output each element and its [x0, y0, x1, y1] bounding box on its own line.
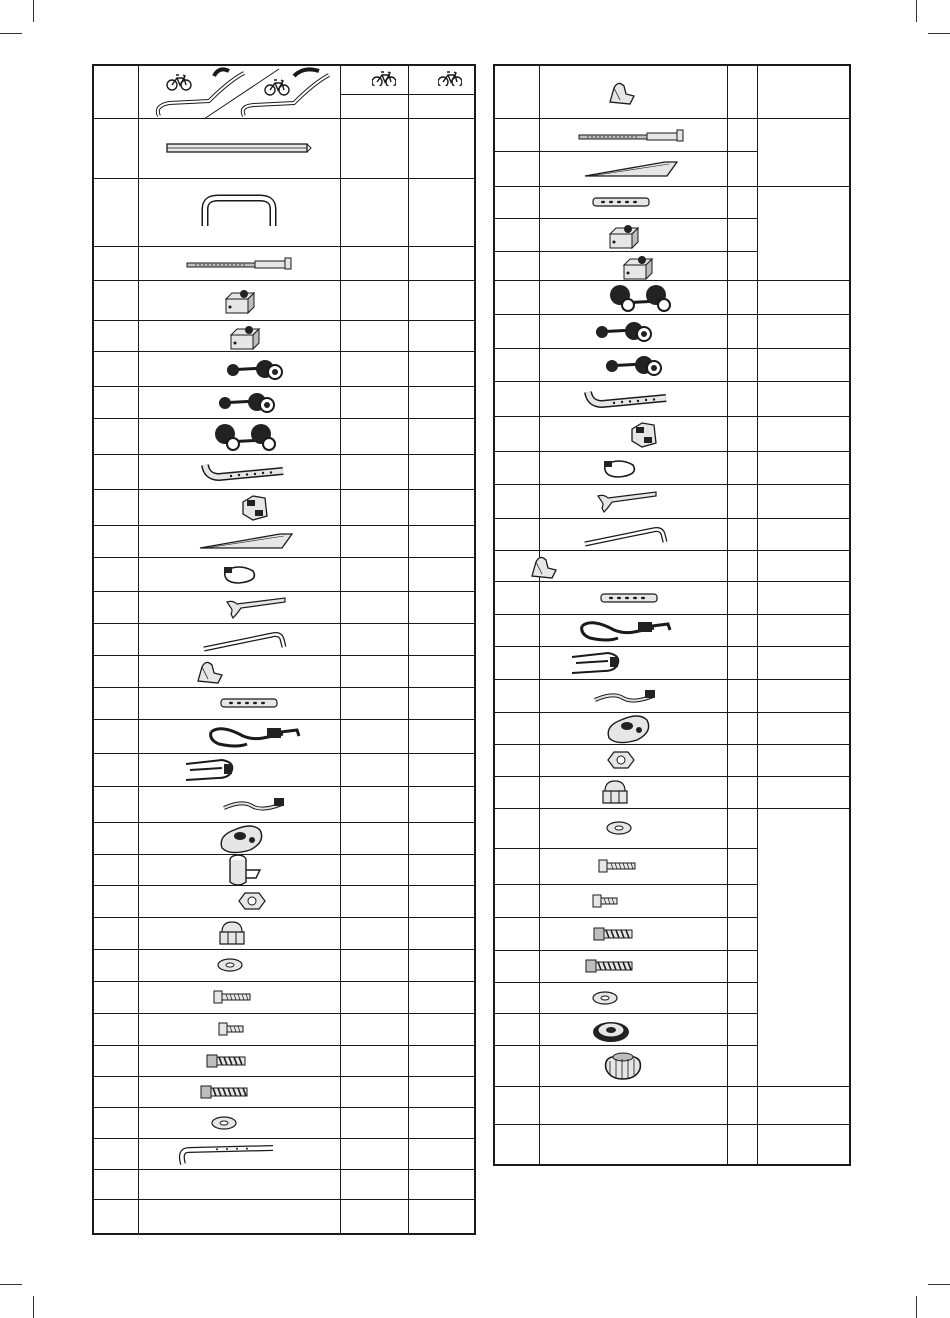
washer-icon: [591, 989, 619, 1007]
parts-table-left: [92, 64, 476, 1235]
telescopic-bar-icon: [577, 127, 685, 143]
row-divider: [495, 848, 757, 849]
clamp-block-icon: [227, 321, 261, 351]
row-divider: [94, 822, 474, 823]
row-divider: [94, 1138, 474, 1139]
washer-icon: [216, 956, 244, 974]
strap-folded-icon: [182, 758, 236, 782]
telescopic-bar-icon: [185, 255, 293, 271]
header-divider: [340, 94, 476, 95]
strap-short-icon: [593, 688, 657, 704]
cap-nut-icon: [601, 779, 629, 805]
clamp-block-icon: [222, 285, 256, 315]
washer-icon: [605, 819, 633, 837]
row-divider: [94, 1169, 474, 1170]
row-divider: [495, 118, 849, 119]
bolt-short-icon: [217, 1021, 245, 1037]
tensioner-knob-assembly-icon: [221, 354, 283, 384]
strap-short-icon: [222, 796, 286, 812]
row-divider: [495, 451, 849, 452]
row-divider: [495, 614, 849, 615]
cap-nut-icon: [218, 920, 246, 946]
bicycle-icon: [438, 70, 462, 86]
wedge-plate-icon: [583, 160, 679, 178]
row-divider: [94, 386, 474, 387]
crop-mark: [916, 0, 917, 22]
column-divider: [138, 66, 139, 1233]
washer-icon: [210, 1114, 238, 1132]
row-divider: [94, 655, 474, 656]
channel-rail-icon: [165, 138, 313, 158]
double-knob-assembly-icon: [606, 281, 672, 313]
row-divider: [495, 186, 849, 187]
row-divider: [94, 454, 474, 455]
row-divider: [495, 348, 849, 349]
row-divider: [94, 591, 474, 592]
row-divider: [94, 719, 474, 720]
row-divider: [495, 1086, 849, 1087]
row-divider: [495, 884, 757, 885]
row-divider: [495, 518, 849, 519]
strap-icon: [207, 724, 301, 748]
cable-tie-icon: [599, 457, 639, 479]
strap-icon: [578, 618, 672, 642]
angled-bar-icon: [201, 461, 287, 483]
rubber-pad-icon: [605, 712, 653, 744]
row-divider: [94, 1107, 474, 1108]
large-knob-icon: [600, 1049, 646, 1083]
row-divider: [94, 418, 474, 419]
row-divider: [94, 1199, 474, 1200]
bolt-short-icon: [591, 893, 619, 909]
row-divider: [495, 646, 849, 647]
row-divider: [495, 581, 849, 582]
row-divider: [94, 981, 474, 982]
mount-bracket-icon: [628, 419, 658, 449]
tensioner-knob-assembly-icon: [590, 316, 652, 346]
row-divider: [94, 1045, 474, 1046]
column-divider: [408, 66, 409, 1233]
bolt-icon: [212, 989, 252, 1005]
crop-mark: [33, 1296, 34, 1318]
hex-key-icon: [583, 520, 667, 548]
row-divider: [495, 808, 849, 809]
crop-mark: [928, 33, 950, 34]
row-divider: [495, 1045, 757, 1046]
row-divider: [94, 557, 474, 558]
hex-key-icon: [202, 625, 286, 653]
perforated-strip-icon: [591, 193, 651, 211]
hex-nut-icon: [606, 746, 636, 774]
tube-clip-icon: [226, 852, 262, 888]
crop-mark: [0, 33, 22, 34]
threaded-bolt-icon: [592, 926, 634, 942]
row-divider: [94, 623, 474, 624]
column-divider: [727, 66, 728, 1164]
hex-nut-icon: [237, 887, 267, 915]
perforated-strip-icon: [219, 694, 279, 712]
parts-table-right: [493, 64, 851, 1166]
row-divider: [94, 687, 474, 688]
wheel-holder-icon: [194, 657, 224, 685]
bike-frame-arms-pair-icon: [144, 61, 334, 123]
row-divider: [94, 885, 474, 886]
clamp-block-icon: [620, 251, 654, 281]
threaded-bolt-long-icon: [584, 958, 634, 974]
row-divider: [495, 712, 849, 713]
row-divider: [94, 320, 474, 321]
row-divider: [94, 489, 474, 490]
threaded-bolt-long-icon: [199, 1084, 249, 1100]
bicycle-icon: [372, 70, 396, 86]
row-divider: [94, 246, 474, 247]
row-divider: [495, 776, 849, 777]
row-divider: [495, 1124, 849, 1125]
wing-key-icon: [225, 594, 287, 620]
rubber-pad-icon: [218, 822, 266, 854]
wedge-plate-icon: [198, 532, 294, 550]
row-divider: [495, 280, 849, 281]
perforated-strip-icon: [599, 589, 659, 607]
crop-mark: [928, 1284, 950, 1285]
crop-mark: [0, 1284, 22, 1285]
column-divider: [340, 66, 341, 1233]
row-divider: [495, 314, 849, 315]
row-divider: [94, 351, 474, 352]
cable-tie-icon: [219, 563, 259, 585]
column-divider: [757, 66, 758, 1164]
column-divider: [539, 66, 540, 1164]
threaded-bolt-icon: [205, 1053, 247, 1069]
u-bar-icon: [200, 194, 278, 230]
tensioner-knob-assembly-icon: [600, 350, 662, 380]
angled-rod-icon: [177, 1140, 277, 1168]
tensioner-knob-assembly-icon: [213, 387, 275, 417]
gear-knob-icon: [591, 1014, 631, 1044]
wheel-holder-icon: [528, 552, 558, 580]
row-divider: [94, 1076, 474, 1077]
row-divider: [495, 744, 849, 745]
crop-mark: [33, 0, 34, 22]
row-divider: [495, 381, 849, 382]
row-divider: [495, 950, 757, 951]
row-divider: [94, 525, 474, 526]
row-divider: [94, 178, 474, 179]
clamp-block-icon: [606, 220, 640, 250]
row-divider: [495, 416, 849, 417]
row-divider: [94, 1013, 474, 1014]
crop-mark: [916, 1296, 917, 1318]
row-divider: [94, 949, 474, 950]
strap-folded-icon: [568, 651, 622, 675]
row-divider: [94, 753, 474, 754]
row-divider: [495, 982, 757, 983]
row-divider: [495, 151, 757, 152]
row-divider: [94, 854, 474, 855]
bolt-icon: [597, 858, 637, 874]
mount-bracket-icon: [239, 492, 269, 522]
wing-key-icon: [596, 488, 658, 514]
angled-bar-icon: [584, 388, 670, 410]
row-divider: [94, 917, 474, 918]
row-divider: [495, 484, 849, 485]
row-divider: [94, 280, 474, 281]
row-divider: [495, 917, 757, 918]
wheel-holder-icon: [606, 78, 636, 106]
row-divider: [94, 786, 474, 787]
row-divider: [495, 679, 849, 680]
double-knob-assembly-icon: [211, 420, 277, 452]
